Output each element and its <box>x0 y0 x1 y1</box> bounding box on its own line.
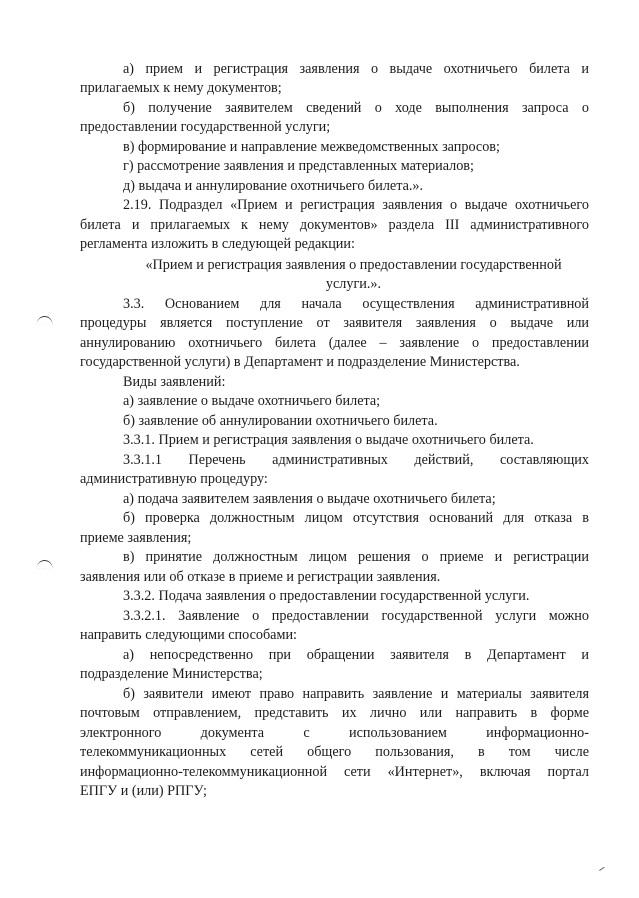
text-line: в) формирование и направление межведомственных запросов; <box>123 139 500 155</box>
text-line: а) прием и регистрация заявления о выдаче охотничьего билета и <box>123 61 589 77</box>
text-line: д) выдача и аннулирование охотничьего билета.». <box>123 178 424 194</box>
text-line: б) заявление об аннулировании охотничьего билета. <box>123 413 438 429</box>
scan-mark-icon <box>37 559 54 570</box>
text-line: «Прием и регистрация заявления о предоставлении государственной <box>145 257 562 273</box>
text-line: направить следующими способами: <box>80 627 297 643</box>
scan-speck-icon <box>599 867 607 875</box>
text-line: б) заявители имеют право направить заявление и материалы заявителя <box>123 686 589 702</box>
text-line: а) подача заявителем заявления о выдаче охотничьего билета; <box>123 491 496 507</box>
text-line: 3.3.2.1. Заявление о предоставлении государственной услуги можно <box>123 608 589 624</box>
text-line: информационно-телекоммуникационной сети «Интернет», включая портал <box>80 764 589 780</box>
text-line: Виды заявлений: <box>123 374 226 390</box>
text-line: б) получение заявителем сведений о ходе выполнения запроса о <box>123 100 589 116</box>
text-line: приеме заявления; <box>80 530 192 546</box>
text-line: ЕПГУ и (или) РПГУ; <box>80 783 207 799</box>
text-line: в) принятие должностным лицом решения о приеме и регистрации <box>123 549 589 565</box>
text-line: билета и прилагаемых к нему документов» раздела III административного <box>80 217 589 233</box>
text-line: регламента изложить в следующей редакции: <box>80 236 355 252</box>
text-line: 3.3.2. Подача заявления о предоставлении государственной услуги. <box>123 588 530 604</box>
text-line: телекоммуникационных сетей общего пользования, в том числе <box>80 744 589 760</box>
text-line: б) проверка должностным лицом отсутствия оснований для отказа в <box>123 510 589 526</box>
text-line: подразделение Министерства; <box>80 666 263 682</box>
text-line: а) непосредственно при обращении заявителя в Департамент и <box>123 647 589 663</box>
text-line: административную процедуру: <box>80 471 268 487</box>
text-line: 3.3.1.1 Перечень административных действий, составляющих <box>123 452 589 468</box>
text-line: процедуры является поступление от заявителя заявления о выдаче или <box>80 315 589 331</box>
text-line: почтовым отправлением, представить их лично или направить в форме <box>80 705 589 721</box>
scan-mark-icon <box>37 315 54 326</box>
text-line: услуги.». <box>325 276 382 292</box>
text-line: г) рассмотрение заявления и представленных материалов; <box>123 158 474 174</box>
text-line: прилагаемых к нему документов; <box>80 80 282 96</box>
text-line: предоставлении государственной услуги; <box>80 119 331 135</box>
text-line: а) заявление о выдаче охотничьего билета; <box>123 393 381 409</box>
text-line: 2.19. Подраздел «Прием и регистрация заявления о выдаче охотничьего <box>123 197 589 213</box>
text-line: 3.3.1. Прием и регистрация заявления о выдаче охотничьего билета. <box>123 432 534 448</box>
text-line: электронного документа с использованием информационно- <box>80 725 589 741</box>
text-line: аннулированию охотничьего билета (далее – заявление о предоставлении <box>80 335 589 351</box>
text-line: 3.3. Основанием для начала осуществления административной <box>123 296 589 312</box>
text-line: государственной услуги) в Департамент и подразделение Министерства. <box>80 354 520 370</box>
text-line: заявления или об отказе в приеме и регистрации заявления. <box>80 569 441 585</box>
